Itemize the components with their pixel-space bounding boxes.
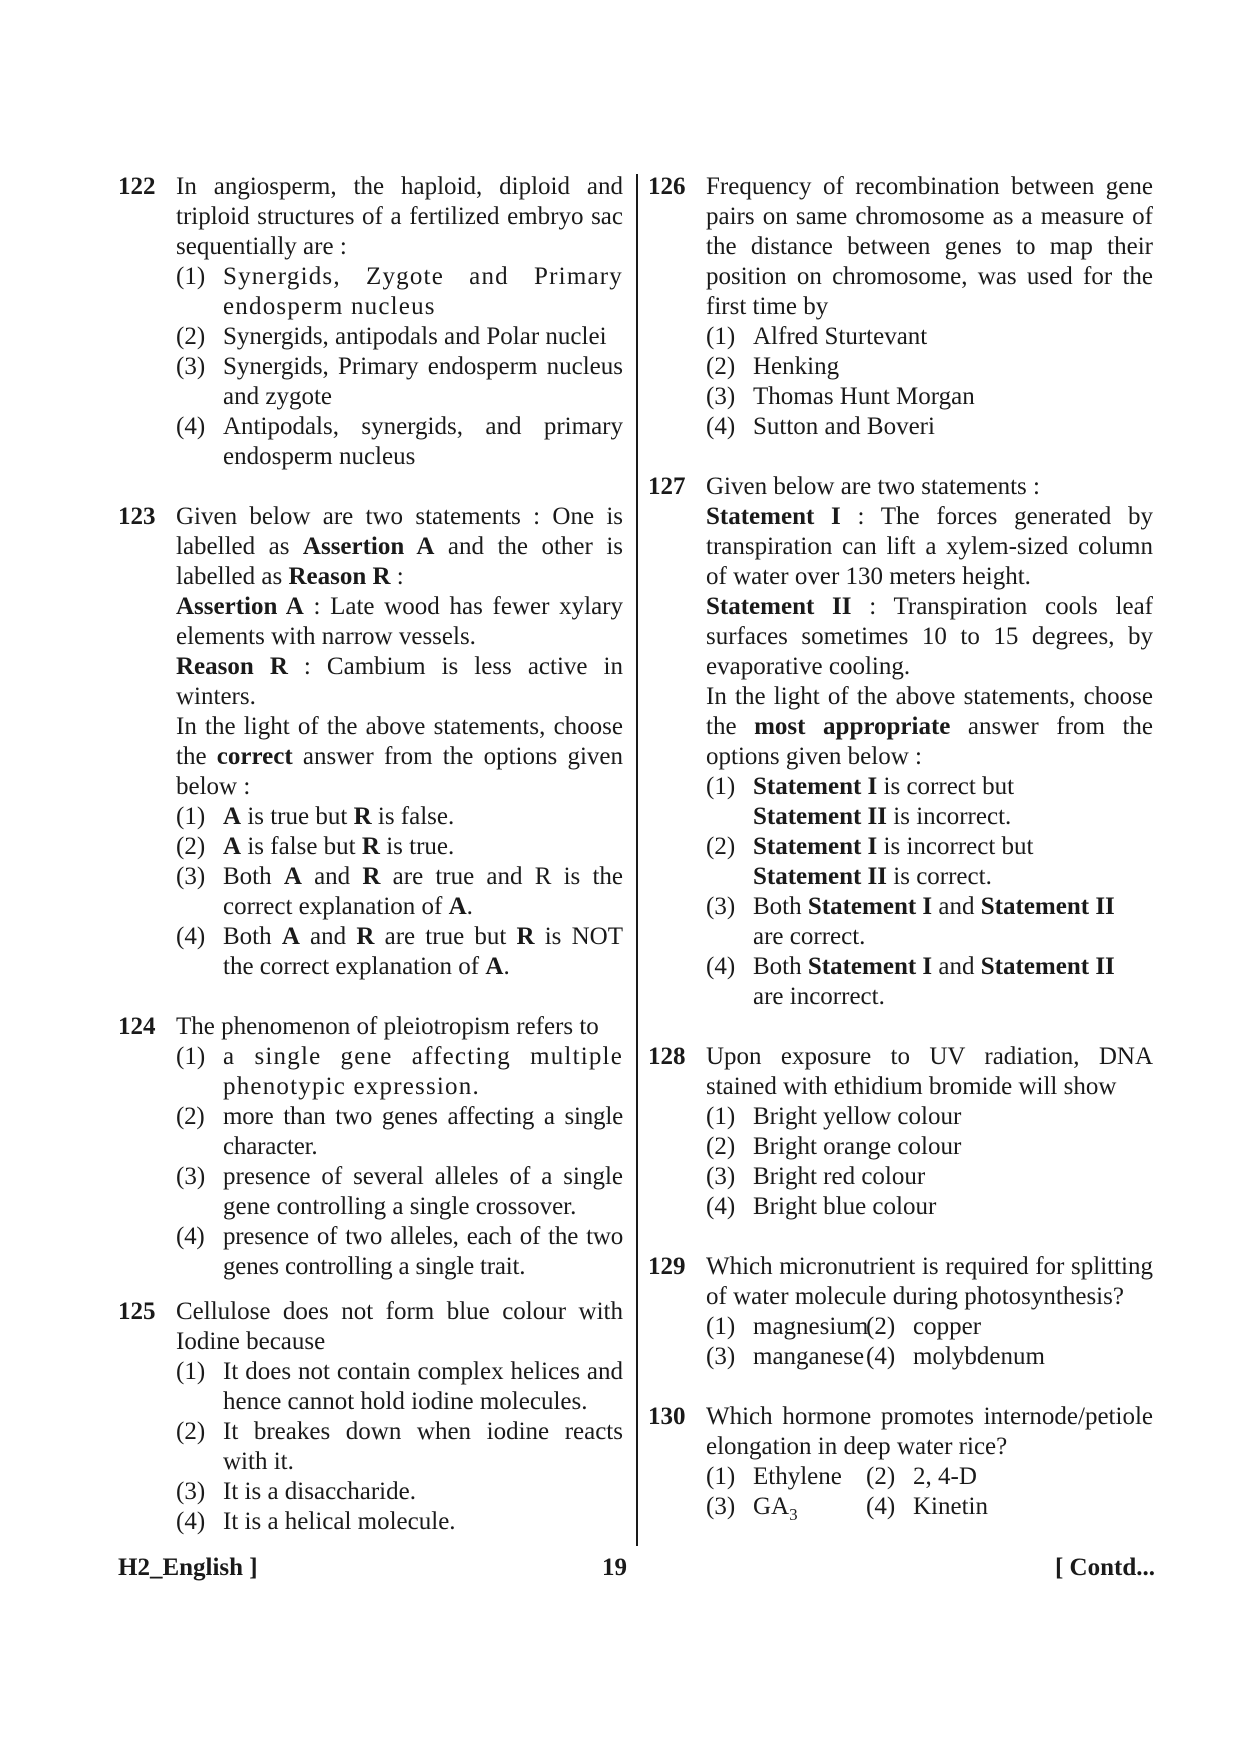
question-123 — [118, 502, 623, 982]
options-grid — [706, 1312, 1153, 1372]
question-number: 122 — [118, 173, 156, 200]
option-4: (4) Bright blue colour — [706, 1193, 937, 1220]
instruction: In the light of the above statements, choose the most appropriate answer from the options given below : — [706, 683, 1153, 770]
paper-code: H2_English ] — [118, 1554, 258, 1581]
question-number: 128 — [648, 1043, 686, 1070]
option-4: (4) Both Statement I and Statement II are incorrect. — [706, 953, 1115, 1010]
option-3: (3) Both A and R are true and R is the correct explanation of A. — [176, 863, 624, 920]
statement-2: Statement II : Transpiration cools leaf surfaces sometimes 10 to 15 degrees, by evaporative cooling. — [706, 593, 1153, 680]
option-4: (4) Sutton and Boveri — [706, 413, 935, 440]
statement-1: Statement I : The forces generated by transpiration can lift a xylem-sized column of water over 130 meters height. — [706, 503, 1154, 590]
option-4: (4) Kinetin — [866, 1493, 988, 1520]
option-3: (3) Synergids, Primary endosperm nucleus and zygote — [176, 353, 623, 410]
question-number: 127 — [648, 473, 686, 500]
option-3: (3) Both Statement I and Statement II are correct. — [706, 893, 1115, 950]
option-4: (4) Antipodals, synergids, and primary endosperm nucleus — [176, 413, 623, 470]
column-divider — [636, 174, 638, 1546]
option-1: (1) Ethylene — [706, 1463, 842, 1490]
question-122 — [118, 172, 623, 472]
question-stem: In angiosperm, the haploid, diploid and triploid structures of a fertilized embryo sac sequentially are : — [176, 173, 623, 260]
question-128 — [648, 1042, 1153, 1222]
question-124 — [118, 1012, 623, 1282]
option-4: (4) presence of two alleles, each of the two genes controlling a single trait. — [176, 1223, 623, 1280]
question-number: 126 — [648, 173, 686, 200]
option-1: (1) a single gene affecting multiple phenotypic expression. — [176, 1043, 623, 1100]
question-stem: Cellulose does not form blue colour with Iodine because — [176, 1298, 623, 1355]
option-1: (1) Synergids, Zygote and Primary endosperm nucleus — [176, 263, 623, 320]
question-126 — [648, 172, 1153, 442]
option-1: (1) Bright yellow colour — [706, 1103, 962, 1130]
option-1: (1) Statement I is correct but Statement II is incorrect. — [706, 773, 1015, 830]
option-2: (2) more than two genes affecting a single character. — [176, 1103, 623, 1160]
option-2: (2) A is false but R is true. — [176, 833, 455, 860]
option-3: (3) presence of several alleles of a single gene controlling a single crossover. — [176, 1163, 623, 1220]
instruction: In the light of the above statements, choose the correct answer from the options given below : — [176, 713, 623, 800]
option-2: (2) 2, 4-D — [866, 1463, 977, 1490]
question-number: 130 — [648, 1403, 686, 1430]
question-intro: Given below are two statements : One is labelled as Assertion A and the other is labelled as Reason R : — [176, 503, 624, 590]
question-stem: Upon exposure to UV radiation, DNA stained with ethidium bromide will show — [706, 1043, 1153, 1100]
question-number: 125 — [118, 1298, 156, 1325]
left-column — [118, 172, 623, 1537]
question-130 — [648, 1402, 1153, 1530]
question-stem: Which hormone promotes internode/petiole elongation in deep water rice? — [706, 1403, 1153, 1460]
option-2: (2) copper — [866, 1313, 982, 1340]
assertion: Assertion A : Late wood has fewer xylary elements with narrow vessels. — [176, 593, 623, 650]
question-127 — [648, 472, 1153, 1012]
option-2: (2) It breakes down when iodine reacts with it. — [176, 1418, 623, 1475]
page-number: 19 — [602, 1554, 627, 1581]
option-3: (3) Bright red colour — [706, 1163, 926, 1190]
option-1: (1) A is true but R is false. — [176, 803, 455, 830]
option-2: (2) Synergids, antipodals and Polar nuclei — [176, 323, 607, 350]
options-grid — [706, 1462, 1153, 1530]
option-2: (2) Bright orange colour — [706, 1133, 962, 1160]
option-2: (2) Statement I is incorrect but Statement II is correct. — [706, 833, 1034, 890]
continued-label: [ Contd... — [1054, 1554, 1155, 1581]
question-stem: Which micronutrient is required for splitting of water molecule during photosynthesis? — [706, 1253, 1153, 1310]
question-125 — [118, 1297, 623, 1537]
reason: Reason R : Cambium is less active in winters. — [176, 653, 624, 710]
question-number: 123 — [118, 503, 156, 530]
option-2: (2) Henking — [706, 353, 840, 380]
option-3: (3) $GA_3$ — [706, 1493, 798, 1524]
option-4: (4) Both A and R are true but R is NOT the correct explanation of A. — [176, 923, 623, 980]
option-1: (1) Alfred Sturtevant — [706, 323, 928, 350]
option-3: (3) Thomas Hunt Morgan — [706, 383, 975, 410]
option-1: (1) It does not contain complex helices and hence cannot hold iodine molecules. — [176, 1358, 623, 1415]
question-number: 124 — [118, 1013, 156, 1040]
option-3: (3) manganese — [706, 1343, 865, 1370]
option-3: (3) It is a disaccharide. — [176, 1478, 416, 1505]
question-intro: Given below are two statements : — [706, 473, 1040, 500]
right-column — [648, 172, 1153, 1530]
option-4: (4) It is a helical molecule. — [176, 1508, 456, 1535]
question-stem: Frequency of recombination between gene pairs on same chromosome as a measure of the distance between genes to map their position on chromosome, was used for the first time by — [706, 173, 1153, 320]
option-4: (4) molybdenum — [866, 1343, 1045, 1370]
question-number: 129 — [648, 1253, 686, 1280]
question-stem: The phenomenon of pleiotropism refers to — [176, 1013, 599, 1040]
option-1: (1) magnesium — [706, 1313, 869, 1340]
subscript: 3 — [789, 1505, 798, 1524]
question-129 — [648, 1252, 1153, 1372]
